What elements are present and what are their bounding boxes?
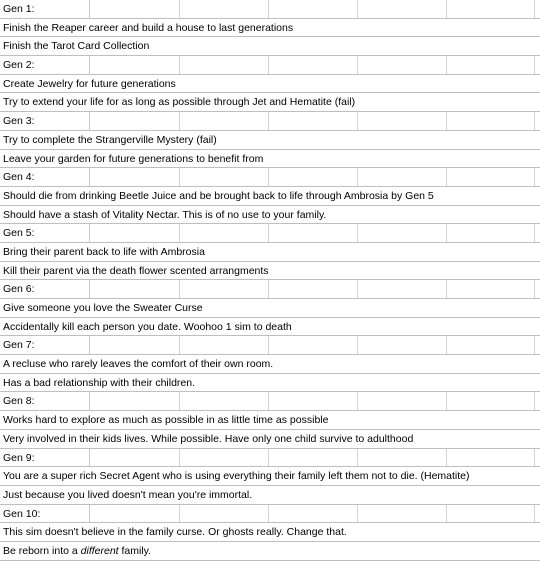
gen-row[interactable] [0, 224, 540, 243]
task-row[interactable] [0, 374, 540, 393]
gen-row[interactable] [0, 505, 540, 524]
cell-text-before: Be reborn into a [3, 544, 81, 557]
cell-text: A recluse who rarely leaves the comfort of their own room. [3, 358, 274, 371]
cell-text: Gen 3: [3, 115, 35, 128]
gen-row[interactable] [0, 336, 540, 355]
cell-text: Gen 7: [3, 339, 35, 352]
task-row[interactable] [0, 467, 540, 486]
cell-text-italic: different [80, 544, 119, 557]
task-row[interactable] [0, 411, 540, 430]
cell-text: Just because you lived doesn't mean you're immortal. [3, 488, 253, 501]
gen-row[interactable] [0, 168, 540, 187]
cell-text: Gen 9: [3, 451, 35, 464]
cell-text: Gen 4: [3, 171, 35, 184]
gen-row[interactable] [0, 449, 540, 468]
cell-text: Gen 8: [3, 395, 35, 408]
task-row[interactable] [0, 486, 540, 505]
cell-text: Finish the Reaper career and build a house to last generations [3, 21, 294, 34]
cell-text: Very involved in their kids lives. While possible. Have only one child survive to adulthood [3, 432, 414, 445]
cell-text-after: family. [118, 544, 152, 557]
task-row[interactable] [0, 19, 540, 38]
cell-text: Gen 1: [3, 3, 35, 15]
cell-text: Finish the Tarot Card Collection [3, 40, 150, 53]
cell-text: Gen 6: [3, 283, 35, 296]
task-row[interactable] [0, 523, 540, 542]
task-row[interactable] [0, 75, 540, 94]
cell-text: Try to extend your life for as long as possible through Jet and Hematite (fail) [3, 96, 356, 109]
cell-text: Should have a stash of Vitality Nectar. This is of no use to your family. [3, 208, 327, 221]
cell-text: Create Jewelry for future generations [3, 77, 176, 90]
gen-row[interactable] [0, 0, 540, 19]
cell-text: Works hard to explore as much as possible in as little time as possible [3, 414, 329, 427]
task-row[interactable] [0, 187, 540, 206]
task-row[interactable] [0, 542, 540, 561]
gen-row[interactable] [0, 280, 540, 299]
task-row[interactable] [0, 318, 540, 337]
task-row[interactable] [0, 299, 540, 318]
task-row[interactable] [0, 206, 540, 225]
cell-text: Kill their parent via the death flower scented arrangments [3, 264, 269, 277]
cell-text: Leave your garden for future generations to benefit from [3, 152, 264, 165]
task-row[interactable] [0, 355, 540, 374]
cell-text: Gen 5: [3, 227, 35, 240]
gen-row[interactable] [0, 392, 540, 411]
gen-row[interactable] [0, 56, 540, 75]
cell-text: Gen 10: [3, 507, 41, 520]
task-row[interactable] [0, 430, 540, 449]
task-row[interactable] [0, 150, 540, 169]
task-row[interactable] [0, 243, 540, 262]
cell-text: Accidentally kill each person you date. Woohoo 1 sim to death [3, 320, 292, 333]
cell-text: Try to complete the Strangerville Mystery (fail) [3, 133, 217, 146]
cell-text: You are a super rich Secret Agent who is using everything their family left them not to die. (Hematite) [3, 470, 470, 483]
cell-text [3, 545, 153, 557]
cell-text: Has a bad relationship with their children. [3, 376, 196, 389]
task-row[interactable] [0, 37, 540, 56]
task-row[interactable] [0, 93, 540, 112]
task-row[interactable] [0, 131, 540, 150]
cell-text: Bring their parent back to life with Ambrosia [3, 245, 205, 258]
task-row[interactable] [0, 262, 540, 281]
cell-text: This sim doesn't believe in the family curse. Or ghosts really. Change that. [3, 526, 347, 539]
cell-text: Should die from drinking Beetle Juice and be brought back to life through Ambrosia by Gen 5 [3, 189, 434, 202]
gen-row[interactable] [0, 112, 540, 131]
cell-text: Give someone you love the Sweater Curse [3, 302, 203, 314]
cell-text: Gen 2: [3, 59, 35, 72]
